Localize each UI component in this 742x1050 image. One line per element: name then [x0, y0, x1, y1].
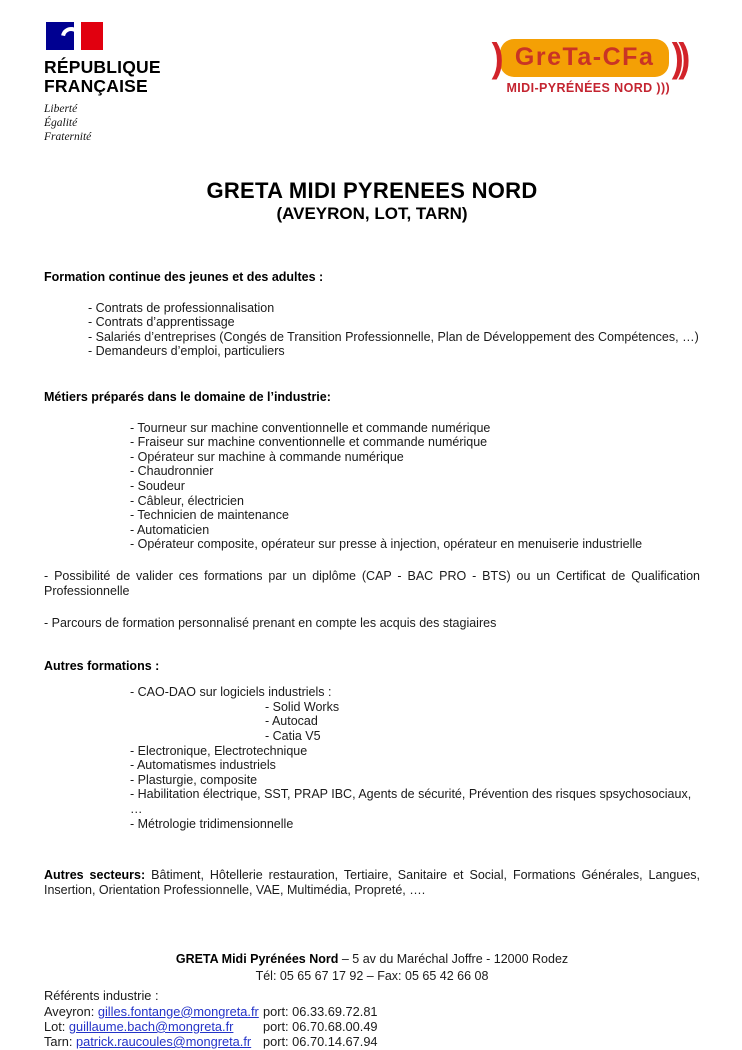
greta-paren-left-icon: ) — [491, 36, 504, 80]
note-parcours-personnalise: - Parcours de formation personnalisé prenant en compte les acquis des stagiaires — [44, 616, 497, 631]
contact-region: Lot: — [44, 1018, 69, 1034]
list-item: - Contrats d’apprentissage — [88, 315, 235, 330]
footer-tel-fax: Tél: 05 65 67 17 92 – Fax: 05 65 42 66 08 — [255, 969, 489, 984]
list-item: - Contrats de professionnalisation — [88, 300, 275, 315]
autres-secteurs-label: Autres secteurs: — [44, 868, 146, 883]
contact-port: port: 06.33.69.72.81 — [263, 1003, 378, 1019]
contact-region: Aveyron: — [44, 1003, 98, 1019]
greta-cfa-logo — [491, 38, 686, 96]
list-item: - CAO-DAO sur logiciels industriels : — [130, 685, 332, 700]
greta-cfa-region-label: MIDI-PYRÉNÉES NORD ))) — [506, 81, 671, 95]
contact-region: Tarn: — [44, 1034, 77, 1050]
list-item: - Technicien de maintenance — [130, 508, 289, 523]
autres-secteurs-text: Bâtiment, Hôtellerie restauration, Tertiaire, Sanitaire et Social, Formations Générales, Langues, Insertion, Orientation Professionnelle, VAE, Multimédia, Propreté, …. — [44, 868, 700, 897]
rf-name-line1: RÉPUBLIQUE — [44, 57, 161, 77]
paragraph-autres-secteurs — [44, 868, 700, 897]
list-subitem: - Solid Works — [265, 699, 340, 714]
list-item: - Fraiseur sur machine conventionnelle et commande numérique — [130, 435, 488, 450]
list-item: - Plasturgie, composite — [130, 772, 258, 787]
list-item: - Demandeurs d’emploi, particuliers — [88, 344, 285, 359]
title-line1: GRETA MIDI PYRENEES NORD — [206, 178, 538, 203]
footer-address-rest: – 5 av du Maréchal Joffre - 12000 Rodez — [338, 952, 569, 967]
email-link-tarn[interactable]: patrick.raucoules@mongreta.fr — [76, 1034, 252, 1050]
list-item: - Automatismes industriels — [130, 758, 276, 773]
list-item: - Opérateur composite, opérateur sur presse à injection, opérateur en menuiserie industrielle — [130, 537, 643, 552]
list-metiers-industrie — [44, 421, 700, 552]
list-subitem: - Autocad — [265, 714, 318, 729]
list-subitem: - Catia V5 — [265, 729, 321, 744]
page-header — [44, 22, 700, 144]
list-item: - Opérateur sur machine à commande numérique — [130, 449, 404, 464]
contact-port: port: 06.70.68.00.49 — [263, 1018, 378, 1034]
heading-metiers-industrie: Métiers préparés dans le domaine de l’industrie: — [44, 389, 331, 404]
document-title — [44, 178, 700, 224]
rf-name-line2: FRANÇAISE — [44, 75, 148, 96]
french-flag-icon — [46, 22, 204, 52]
republique-francaise-logo — [44, 22, 204, 144]
note-possibilite-diplome: - Possibilité de valider ces formations par un diplôme (CAP - BAC PRO - BTS) ou un Certificat de Qualification Professionnelle — [44, 568, 700, 598]
list-item: - Automaticien — [130, 522, 210, 537]
email-link-lot[interactable]: guillaume.bach@mongreta.fr — [68, 1018, 234, 1034]
heading-formation-continue: Formation continue des jeunes et des adultes : — [44, 270, 324, 284]
contact-port: port: 06.70.14.67.94 — [263, 1034, 378, 1050]
list-item: - Câbleur, électricien — [130, 493, 244, 508]
list-item: - Chaudronnier — [130, 464, 214, 479]
footer-address — [44, 951, 700, 968]
list-item: - Métrologie tridimensionnelle — [130, 816, 294, 831]
footer-org-name: GRETA Midi Pyrénées Nord — [175, 952, 339, 967]
referents-heading: Référents industrie : — [44, 988, 159, 1004]
republique-francaise-wordmark — [44, 58, 204, 95]
list-item: - Tourneur sur machine conventionnelle et commande numérique — [130, 420, 491, 435]
list-formation-continue — [44, 301, 700, 359]
title-line2: (AVEYRON, LOT, TARN) — [276, 204, 468, 223]
list-autres-formations — [44, 685, 700, 831]
greta-cfa-wordmark: GreTa-CFa — [500, 39, 669, 77]
list-item: - Soudeur — [130, 478, 185, 493]
list-item: - Electronique, Electrotechnique — [130, 743, 308, 758]
email-link-aveyron[interactable]: gilles.fontange@mongreta.fr — [97, 1003, 259, 1019]
contact-row-aveyron — [44, 1004, 700, 1019]
contact-row-lot — [44, 1019, 700, 1034]
heading-autres-formations: Autres formations : — [44, 658, 160, 673]
greta-paren-right-icon: )) — [672, 36, 686, 80]
rf-motto: Liberté Égalité Fraternité — [44, 103, 92, 143]
list-item: - Habilitation électrique, SST, PRAP IBC, Agents de sécurité, Prévention des risques spsychosociaux, … — [130, 787, 692, 817]
contact-row-tarn — [44, 1034, 700, 1049]
list-item: - Salariés d’entreprises (Congés de Transition Professionnelle, Plan de Développement des Compétences, …) — [88, 329, 699, 344]
